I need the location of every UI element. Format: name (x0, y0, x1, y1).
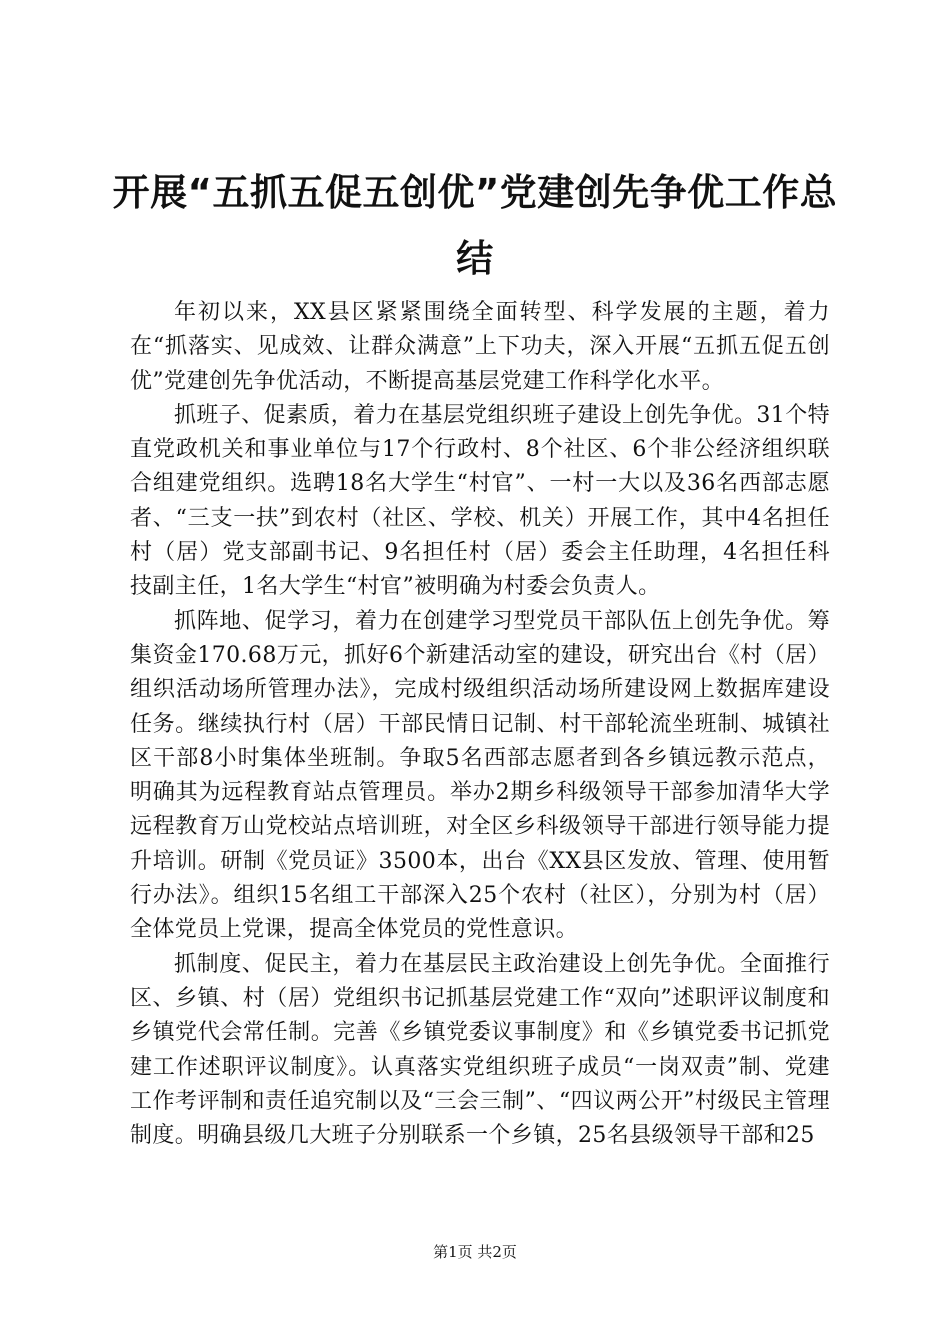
document-title: 开展“五抓五促五创优”党建创先争优工作总结 (112, 171, 838, 280)
paragraph-learning: 抓阵地、促学习，着力在创建学习型党员干部队伍上创先争优。筹集资金170.68万元，抓好6个新建活动室的建设，研究出台《村（居）组织活动场所管理办法》，完成村级组织活动场所建设网上数据库建设任务。继续执行村（居）干部民情日记制、村干部轮流坐班制、城镇社区干部8小时集体坐班制。争取5名西部志愿者到各乡镇远教示范点，明确其为远程教育站点管理员。举办2期乡科级领导干部参加清华大学远程教育万山党校站点培训班，对全区乡科级领导干部进行领导能力提升培训。研制《党员证》3500本，出台《XX县区发放、管理、使用暂行办法》。组织15名组工干部深入25个农村（社区），分别为村（居）全体党员上党课，提高全体党员的党性意识。 (130, 608, 830, 943)
page-number-footer: 第1页 共2页 (433, 1243, 517, 1261)
paragraph-democracy: 抓制度、促民主，着力在基层民主政治建设上创先争优。全面推行区、乡镇、村（居）党组织书记抓基层党建工作“双向”述职评议制度和乡镇党代会常任制。完善《乡镇党委议事制度》和《乡镇党委书记抓党建工作述职评议制度》。认真落实党组织班子成员“一岗双责”制、党建工作考评制和责任追究制以及“三会三制”、“四议两公开”村级民主管理制度。明确县级几大班子分别联系一个乡镇，25名县级领导干部和25 (130, 951, 830, 1149)
document-body (130, 296, 830, 1153)
paragraph-team-building: 抓班子、促素质，着力在基层党组织班子建设上创先争优。31个特直党政机关和事业单位与17个行政村、8个社区、6个非公经济组织联合组建党组织。选聘18名大学生“村官”、一村一大以及36名西部志愿者、“三支一扶”到农村（社区、学校、机关）开展工作，其中4名担任村（居）党支部副书记、9名担任村（居）委会主任助理，4名担任科技副主任，1名大学生“村官”被明确为村委会负责人。 (130, 402, 830, 600)
paragraph-intro: 年初以来，XX县区紧紧围绕全面转型、科学发展的主题，着力在“抓落实、见成效、让群众满意”上下功夫，深入开展“五抓五促五创优”党建创先争优活动，不断提高基层党建工作科学化水平。 (130, 300, 830, 394)
